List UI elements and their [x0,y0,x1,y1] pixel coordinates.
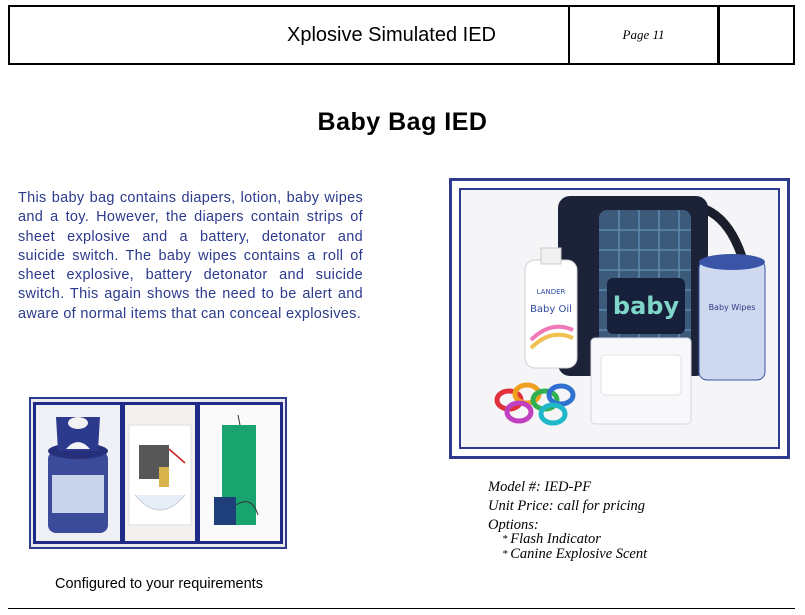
main-photo [449,178,790,459]
header-divider [717,7,720,63]
product-specs [488,478,647,561]
options-label: Options: [488,517,539,533]
option-item: * Canine Explosive Scent [502,547,647,562]
options-list [488,532,647,561]
component-photos [29,397,287,549]
unit-price: Unit Price: call for pricing [488,498,646,514]
description-text: This baby bag contains diapers, lotion, baby wipes and a toy. However, the diapers contain strips of sheet explosive and a battery, detonator and suicide switch. The baby wipes contains a roll of sheet explosive, battery detonator and suicide switch. This again shows the need to be alert and aware of normal items that can conceal explosives. [18,190,363,322]
diaper-component-photo [122,402,198,544]
page-title: Baby Bag IED [317,108,488,136]
baby-bag-photo [459,188,780,449]
page-number: Page 11 [622,27,665,42]
wipes-label: Baby Wipes [708,303,756,312]
page-header [8,5,795,65]
option-item: * Flash Indicator [502,532,647,547]
model-number: Model #: IED-PF [488,479,592,495]
bag-label: baby [612,292,680,320]
footer-divider [8,608,795,609]
oil-brand: LANDER [536,288,566,296]
caption: Configured to your requirements [55,576,263,592]
sheet-explosive-photo [197,402,283,544]
wipes-component-photo [33,402,123,544]
baby-bag-illustration [461,190,780,449]
oil-label: Baby Oil [530,304,572,315]
header-title: Xplosive Simulated IED [287,23,496,46]
